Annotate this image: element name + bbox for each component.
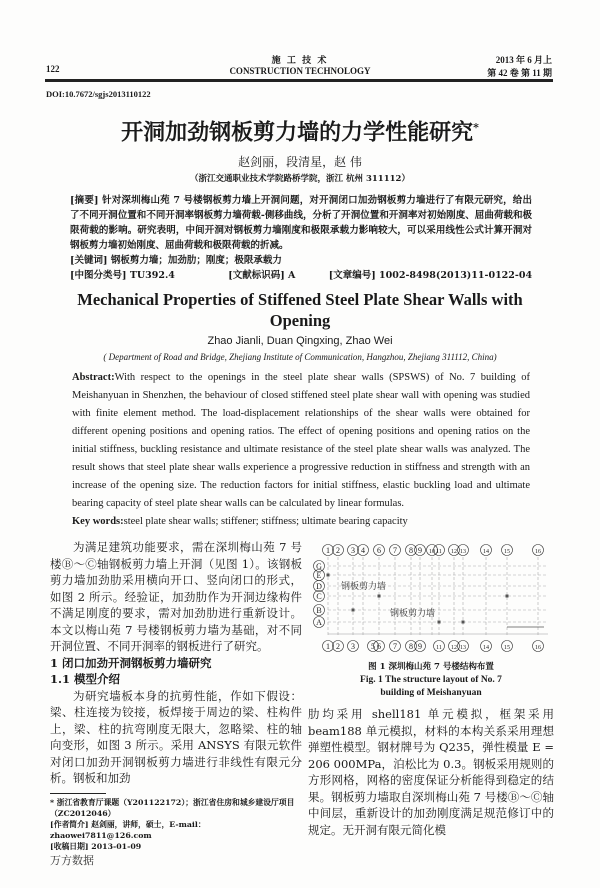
- footnote-fund: * 浙江省教育厅课题（Y201122172）；浙江省住房和城乡建设厅项目（ZC2012046）: [50, 797, 295, 818]
- journal-title-cn: 施 工 技 术: [271, 55, 329, 65]
- top-axis-label: 9: [418, 546, 422, 556]
- title-footnote-mark: *: [473, 121, 479, 134]
- section-1-1-heading: 1.1 模型介绍: [50, 672, 121, 687]
- bottom-axis-label: 14: [483, 645, 489, 652]
- authors-cn: 赵剑丽，段清星，赵 伟: [238, 155, 362, 170]
- row-axis-label: D: [316, 582, 322, 592]
- bottom-axis-label: 15: [504, 645, 510, 652]
- left-column-text: [50, 539, 302, 787]
- section-1-heading: 1 闭口加劲开洞钢板剪力墙研究: [50, 655, 212, 670]
- figure-1-structure-layout: [308, 539, 554, 659]
- top-axis-label: 13: [460, 549, 466, 556]
- top-axis-label: 4: [361, 546, 365, 556]
- affiliation-cn: （浙江交通职业技术学院路桥学院，浙江 杭州 311112）: [190, 174, 410, 185]
- column-mark: [378, 595, 381, 598]
- intro-paragraph: 为满足建筑功能要求，需在深圳梅山苑 7 号楼Ⓑ～Ⓒ轴钢板剪力墙上开洞（见图 1）。该钢板剪力墙加劲肋采用横向开口、竖向闭口的形式，如图 2 所示。经验证，加劲肋作为开洞边缘构件不满足刚度的要求，需对加劲肋进行重新设计。本文以梅山苑 7 号楼钢板剪力墙为基础，对不同开洞位置、不同开洞率的钢板进行了研究。: [50, 540, 302, 654]
- bottom-axis-label: 5: [371, 642, 375, 652]
- top-axis-label: 2: [336, 546, 340, 556]
- article-no-value: 1002-8498(2013)11-0122-04: [379, 270, 533, 282]
- shear-wall-label-a: 钢板剪力墙: [341, 582, 387, 593]
- bottom-axis-label: 6: [377, 642, 381, 652]
- row-axis-label: A: [316, 618, 322, 628]
- footnote-rule: [50, 793, 106, 794]
- article-body: [46, 88, 554, 867]
- keywords-cn-label: [关键词]: [70, 255, 108, 267]
- bottom-axis-label: 1: [326, 642, 330, 652]
- bottom-axis-label: 8: [409, 642, 413, 652]
- model-paragraph-continued: 肋均采用 shell181 单元模拟，框架采用 beam188 单元模拟，材料的本构关系采用理想弹塑性模型。钢材牌号为 Q235，弹性模量 E = 206 000MPa，泊松比为 0.3。钢板采用规则的方形网格，网格的密度保证分析能得到稳定的结果。钢板剪力墙取自深圳梅山苑 7 号楼Ⓑ～Ⓒ轴中间层，重新设计的加劲刚度满足规范修订中的规定。无开洞有限元简化模: [308, 707, 554, 837]
- abstract-en-label: Abstract:: [72, 372, 115, 384]
- journal-title-en: CONSTRUCTION TECHNOLOGY: [229, 66, 371, 76]
- column-mark: [462, 621, 465, 624]
- keywords-cn-text: 钢板剪力墙；加劲肋；刚度；极限承载力: [110, 255, 282, 267]
- top-axis-label: 6: [377, 546, 381, 556]
- footnote-received: [50, 841, 302, 852]
- clc-value: TU392.4: [129, 270, 175, 282]
- authors-en: Zhao Jianli, Duan Qingxing, Zhao Wei: [207, 335, 393, 348]
- bottom-axis-label: 7: [393, 642, 397, 652]
- top-axis-label: 16: [535, 549, 541, 556]
- doi: DOI:10.7672/sgjs2013110122: [46, 89, 151, 99]
- top-axis-label: 1: [326, 546, 330, 556]
- volume-issue: 第 42 卷 第 11 期: [487, 68, 552, 78]
- author-bio: 赵剑丽，讲师，硕士，E-mail：zhaowei7811@126.com: [50, 819, 206, 840]
- abstract-en: [72, 369, 530, 531]
- row-axis-label: G: [316, 562, 322, 572]
- classification-row: [70, 268, 532, 283]
- top-axis-label: 14: [483, 549, 489, 556]
- bottom-axis-label: 2: [336, 642, 340, 652]
- figure-caption-en-1: Fig. 1 The structure layout of No. 7: [360, 675, 502, 686]
- bottom-axis-label: 13: [460, 645, 466, 652]
- model-paragraph: 为研究墙板本身的抗剪性能，作如下假设：梁、柱连接为铰接，板焊接于周边的梁、柱构件上，梁、柱的抗弯刚度无限大，忽略梁、柱的轴向变形，如图 3 所示。采用 ANSYS 有限元软件对闭口加劲开洞钢板剪力墙进行非线性有限元分析。钢板和加劲: [50, 688, 302, 786]
- issue-date: 2013 年 6 月上: [495, 55, 552, 65]
- figure-caption-en-2: building of Meishanyuan: [380, 688, 482, 699]
- keywords-en-text: steel plate shear walls; stiffener; stiffness; ultimate bearing capacity: [123, 516, 408, 528]
- received-label: [收稿日期]: [50, 841, 89, 851]
- title-en: Mechanical Properties of Stiffened Steel Plate Shear Walls with Opening: [77, 290, 523, 331]
- article-no-label: [文章编号]: [328, 270, 376, 282]
- abstract-cn-text: 针对深圳梅山苑 7 号楼钢板剪力墙上开洞问题，对开洞闭口加劲钢板剪力墙进行了有限元研究，给出了不同开洞位置和不同开洞率钢板剪力墙荷载-侧移曲线，分析了开洞位置和开洞率对初始刚度、屈曲荷载和极限荷载的影响。研究表明，中间开洞对钢板剪力墙刚度和极限承载力影响较大，可以采用线性公式计算开洞对钢板剪力墙初始刚度、屈曲荷载和极限荷载的折减。: [70, 195, 532, 252]
- column-mark: [327, 574, 330, 577]
- two-column-body: [46, 539, 554, 867]
- column-mark: [352, 609, 355, 612]
- row-axis-label: B: [316, 606, 322, 616]
- abstract-en-text: With respect to the openings in the steel plate shear walls (SPSWS) of No. 7 building of Meishanyuan in Shenzhen, the behaviour of closed stiffened steel plate shear wall with opening was studied with finite element method. The load-displacement relationships of the shear walls were obtained for different opening positions and opening ratios. The effect of opening positions and opening ratios on the initial stiffness, buckling resistance and ultimate resistance of the steel plate shear walls was analyzed. The result shows that steel plate shear walls experience a progressive reduction in stiffness and strength with an increase of the opening size. The reduction factors for initial stiffness, elastic buckling load and ultimate bearing capacity of steel plate shear walls can be calculated by linear formulas.: [72, 372, 530, 510]
- page-number: 122: [46, 64, 60, 74]
- top-axis-label: 12: [451, 549, 457, 556]
- doc-code-label: [文献标识码]: [228, 270, 285, 282]
- figure-caption-cn: 图 1 深圳梅山苑 7 号楼结构布置: [368, 662, 494, 673]
- right-column: [308, 539, 554, 867]
- bottom-axis-label: 11: [436, 645, 442, 652]
- top-axis-label: 7: [393, 546, 397, 556]
- abstract-cn: [70, 193, 532, 268]
- top-axis-label: 10: [429, 549, 435, 556]
- column-mark: [438, 621, 441, 624]
- keywords-en-label: Key words:: [72, 516, 124, 528]
- bottom-axis-label: 16: [535, 645, 541, 652]
- header-rule: [45, 79, 553, 82]
- shear-wall-label-b: 钢板剪力墙: [390, 609, 436, 620]
- bottom-axis-label: 3: [351, 642, 355, 652]
- title-cn: [46, 114, 554, 146]
- received-date: 2013-01-09: [91, 841, 142, 851]
- author-bio-label: [作者简介]: [50, 819, 89, 829]
- clc-label: [中图分类号]: [70, 270, 127, 282]
- footnote-author: [50, 819, 302, 841]
- top-axis-label: 11: [436, 549, 442, 556]
- bottom-axis-label: 9: [418, 642, 422, 652]
- affiliation-en: ( Department of Road and Bridge, Zhejiang Institute of Communication, Hangzhou, Zhejiang 311112, China): [103, 352, 497, 363]
- column-mark: [506, 595, 509, 598]
- top-axis-label: 8: [409, 546, 413, 556]
- bottom-axis-label: 12: [451, 645, 457, 652]
- row-axis-label: E: [316, 571, 322, 581]
- row-axis-label: C: [316, 592, 322, 602]
- watermark-wanfang: 万方数据: [50, 853, 94, 867]
- footnotes: [50, 797, 302, 852]
- abstract-cn-label: [摘要]: [70, 195, 99, 207]
- left-column: [50, 539, 302, 867]
- top-axis-label: 15: [504, 549, 510, 556]
- top-axis-label: 3: [351, 546, 355, 556]
- title-cn-text: 开洞加劲钢板剪力墙的力学性能研究: [121, 119, 474, 146]
- doc-code-value: A: [288, 270, 296, 282]
